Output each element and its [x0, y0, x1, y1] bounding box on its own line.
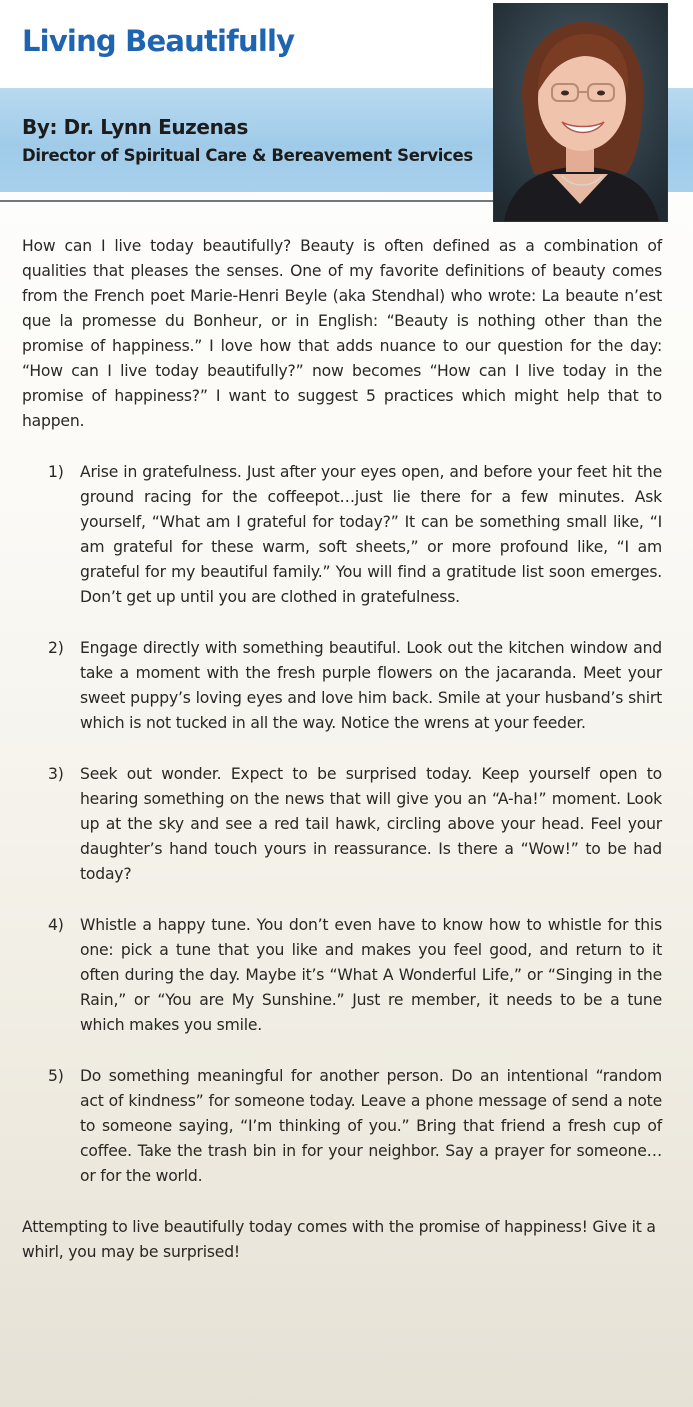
practice-list — [22, 460, 662, 1189]
portrait-illustration — [494, 4, 667, 221]
list-item-text: Do something meaningful for another person. Do an intentional “random act of kindness” for someone today. Leave a phone message of send a note to someone saying, “I’m thinking of you.” Bring that friend a fresh cup of coffee. Take the trash bin in for your neighbor. Say a prayer for someone…or for the world. — [80, 1067, 662, 1185]
author-portrait-photo — [493, 3, 668, 222]
list-item — [22, 636, 662, 736]
list-item-text: Whistle a happy tune. You don’t even have to know how to whistle for this one: pick a tune that you like and makes you feel good, and return to it often during the day. Maybe it’s “What A Wonderful Life,” or “Singing in the Rain,” or “You are My Sunshine.” Just re member, it needs to be a tune which makes you smile. — [80, 916, 662, 1034]
list-item-number: 4) — [48, 916, 64, 934]
list-item-text: Seek out wonder. Expect to be surprised today. Keep yourself open to hearing something on the news that will give you an “A-ha!” moment. Look up at the sky and see a red tail hawk, circling above your head. Feel your daughter’s hand touch yours in reassurance. Is there a “Wow!” to be had today? — [80, 765, 662, 883]
list-item — [22, 460, 662, 610]
author-role: Director of Spiritual Care & Bereavement Services — [22, 146, 473, 165]
author-byline: By: Dr. Lynn Euzenas — [22, 115, 249, 139]
closing-paragraph: Attempting to live beautifully today comes with the promise of happiness! Give it a whirl, you may be surprised! — [22, 1218, 656, 1261]
list-item-number: 2) — [48, 639, 64, 657]
intro-paragraph: How can I live today beautifully? Beauty is often defined as a combination of qualities that pleases the senses. One of my favorite definitions of beauty comes from the French poet Marie-Henri Beyle (aka Stendhal) who wrote: La beaute n’est que la promesse du Bonheur, or in English: “Beauty is nothing other than the promise of happiness.” I love how that adds nuance to our question for the day: “How can I live today beautifully?” now becomes “How can I live today in the promise of happiness?” I want to suggest 5 practices which might help that to happen. — [22, 237, 662, 430]
article-body — [22, 234, 662, 1265]
list-item — [22, 762, 662, 887]
list-item — [22, 1064, 662, 1189]
list-item-number: 5) — [48, 1067, 64, 1085]
list-item-text: Arise in gratefulness. Just after your eyes open, and before your feet hit the ground racing for the coffeepot…just lie there for a few minutes. Ask yourself, “What am I grateful for today?” It can be something small like, “I am grateful for these warm, soft sheets,” or more profound like, “I am grateful for my beautiful family.” You will find a gratitude list soon emerges. Don’t get up until you are clothed in gratefulness. — [80, 463, 662, 606]
list-item-number: 3) — [48, 765, 64, 783]
list-item — [22, 913, 662, 1038]
list-item-number: 1) — [48, 463, 64, 481]
page-title: Living Beautifully — [22, 24, 295, 58]
header-divider — [0, 200, 493, 202]
list-item-text: Engage directly with something beautiful. Look out the kitchen window and take a moment with the fresh purple flowers on the jacaranda. Meet your sweet puppy’s loving eyes and love him back. Smile at your husband’s shirt which is not tucked in all the way. Notice the wrens at your feeder. — [80, 639, 662, 732]
